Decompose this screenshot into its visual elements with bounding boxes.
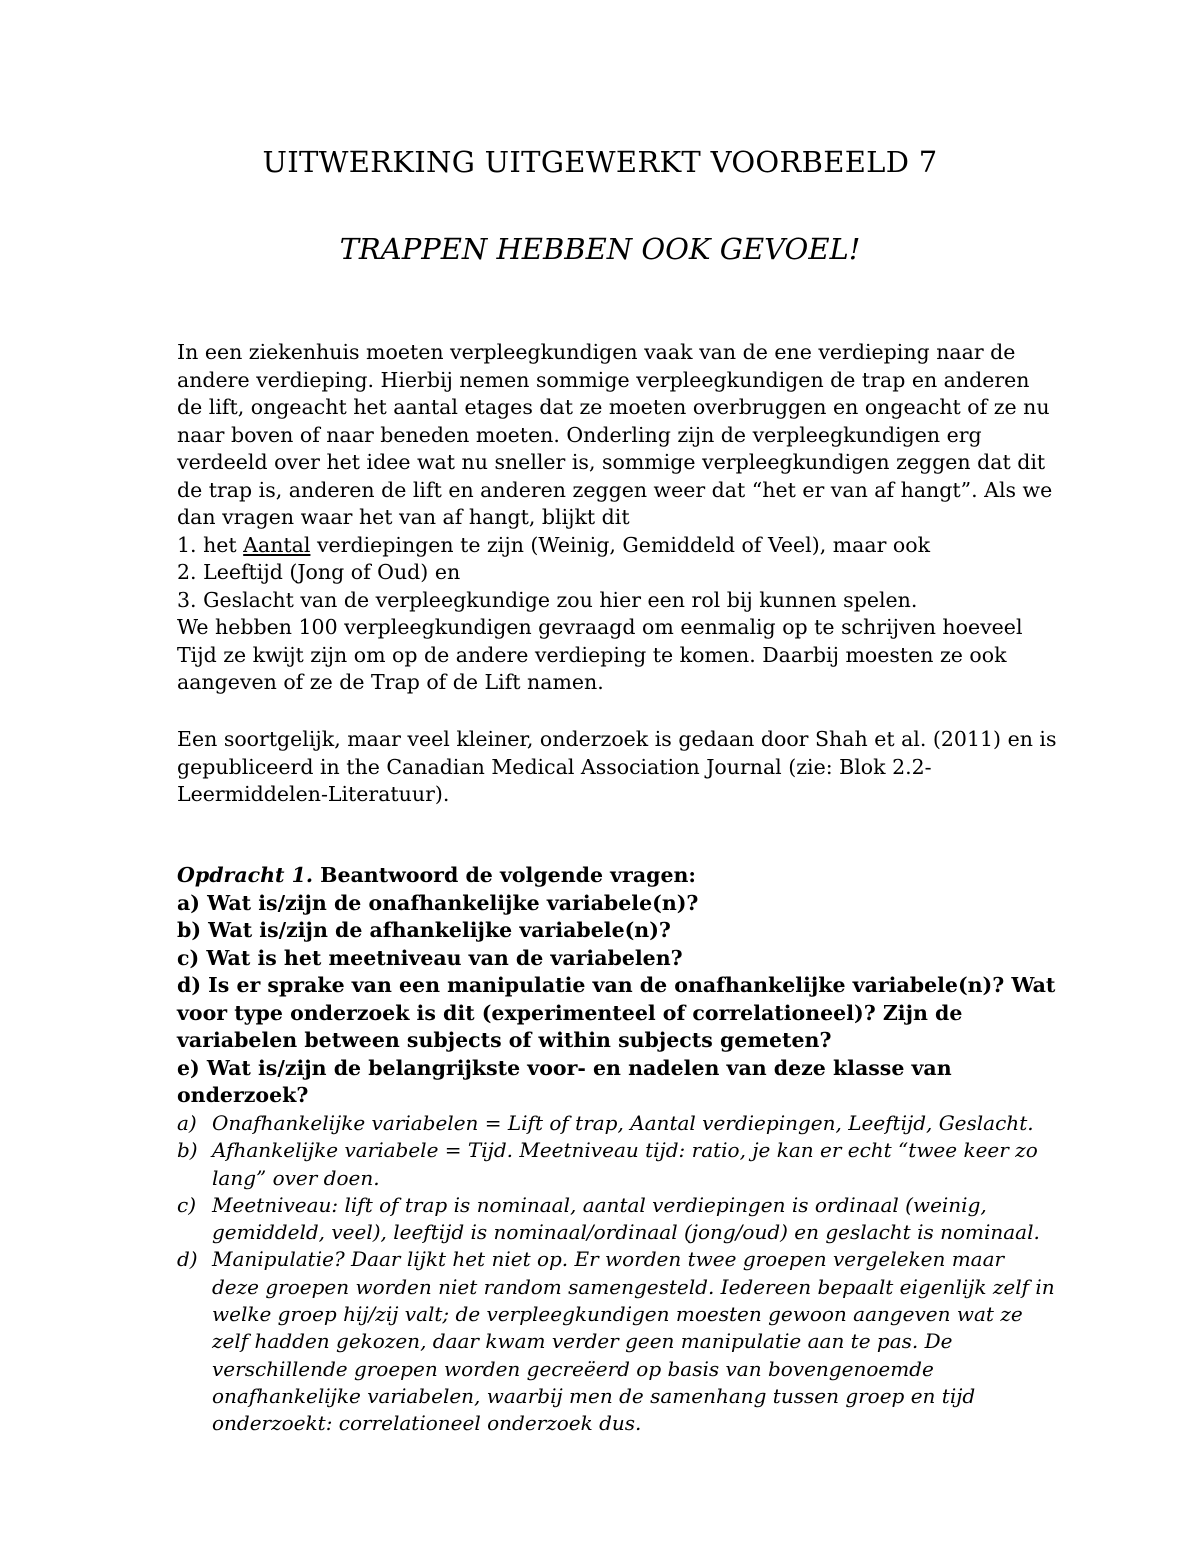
question-a: a) Wat is/zijn de onafhankelijke variabele(n)? [177, 890, 699, 915]
intro-list-item-1 [177, 532, 1057, 560]
answer-b [177, 1137, 1057, 1192]
answer-text: Onafhankelijke variabelen = Lift of trap, Aantal verdiepingen, Leeftijd, Geslacht. [212, 1111, 1034, 1135]
assignment-heading-line [177, 862, 1057, 890]
answer-text: Meetniveau: lift of trap is nominaal, aantal verdiepingen is ordinaal (weinig, gemiddeld, veel), leeftijd is nominaal/ordinaal (jong/oud) en geslacht is nominaal. [212, 1192, 1040, 1245]
assignment-instruction: Beantwoord de volgende vragen: [313, 863, 696, 887]
document-title: UITWERKING UITGEWERKT VOORBEELD 7 [262, 145, 938, 179]
underlined-term: Aantal [243, 532, 311, 557]
answer-marker: d) [177, 1247, 198, 1272]
question-d: d) Is er sprake van een manipulatie van de onafhankelijke variabele(n)? Wat voor type onderzoek is dit (experimenteel of correlationeel)? Zijn de variabelen between subjects of within subjects gemeten? [177, 973, 1056, 1052]
answer-c [177, 1192, 1057, 1247]
assignment-section [177, 862, 1057, 1110]
study-section [177, 726, 1057, 809]
intro-list-item-1-prefix: 1. het [177, 532, 244, 557]
question-e: e) Wat is/zijn de belangrijkste voor- en nadelen van deze klasse van onderzoek? [177, 1055, 952, 1107]
question-b: b) Wat is/zijn de afhankelijke variabele(n)? [177, 918, 671, 942]
answers-list [177, 1110, 1057, 1438]
answer-text: Afhankelijke variabele = Tijd. Meetniveau tijd: ratio, je kan er echt “twee keer zo lang” over doen. [212, 1138, 1038, 1190]
answer-a [177, 1110, 1057, 1137]
assignment-heading: Opdracht 1. [177, 863, 314, 887]
intro-list-item-1-rest: verdiepingen te zijn (Weinig, Gemiddeld of Veel), maar ook [310, 532, 931, 557]
study-paragraph: Een soortgelijk, maar veel kleiner, onderzoek is gedaan door Shah et al. (2011) en is gepubliceerd in the Canadian Medical Association Journal (zie: Blok 2.2-Leermiddelen-Literatuur). [177, 727, 1057, 806]
document-subtitle: TRAPPEN HEBBEN OOK GEVOEL! [339, 232, 861, 266]
answer-marker: a) [177, 1111, 197, 1135]
intro-list-item-3: 3. Geslacht van de verpleegkundige zou hier een rol bij kunnen spelen. [177, 587, 918, 612]
intro-list-item-2: 2. Leeftijd (Jong of Oud) en [177, 560, 461, 584]
answer-text: Manipulatie? Daar lijkt het niet op. Er worden twee groepen vergeleken maar deze groepen worden niet random samengesteld. Iedereen bepaalt eigenlijk zelf in welke groep hij/zij valt; de verpleegkundigen moesten gewoon aangeven wat ze zelf hadden gekozen, daar kwam verder geen manipulatie aan te pas. De verschillende groepen worden gecreëerd op basis van bovengenoemde onafhankelijke variabelen, waarbij men de samenhang tussen groep en tijd onderzoekt: correlationeel onderzoek dus. [212, 1247, 1055, 1436]
question-c: c) Wat is het meetniveau van de variabelen? [177, 945, 683, 970]
intro-paragraph-2: We hebben 100 verpleegkundigen gevraagd om eenmalig op te schrijven hoeveel Tijd ze kwijt zijn om op de andere verdieping te komen. Daarbij moesten ze ook aangeven of ze de Trap of de Lift namen. [177, 615, 1023, 694]
answer-marker: b) [177, 1138, 198, 1163]
intro-section [177, 339, 1057, 697]
intro-paragraph: In een ziekenhuis moeten verpleegkundigen vaak van de ene verdieping naar de andere verdieping. Hierbij nemen sommige verpleegkundigen de trap en anderen de lift, ongeacht het aantal etages dat ze moeten overbruggen en ongeacht of ze nu naar boven of naar beneden moeten. Onderling zijn de verpleegkundigen erg verdeeld over het idee wat nu sneller is, sommige verpleegkundigen zeggen dat dit de trap is, anderen de lift en anderen zeggen weer dat “het er van af hangt”. Als we dan vragen waar het van af hangt, blijkt dit [177, 340, 1053, 529]
answer-marker: c) [177, 1192, 197, 1217]
answer-d [177, 1246, 1057, 1437]
